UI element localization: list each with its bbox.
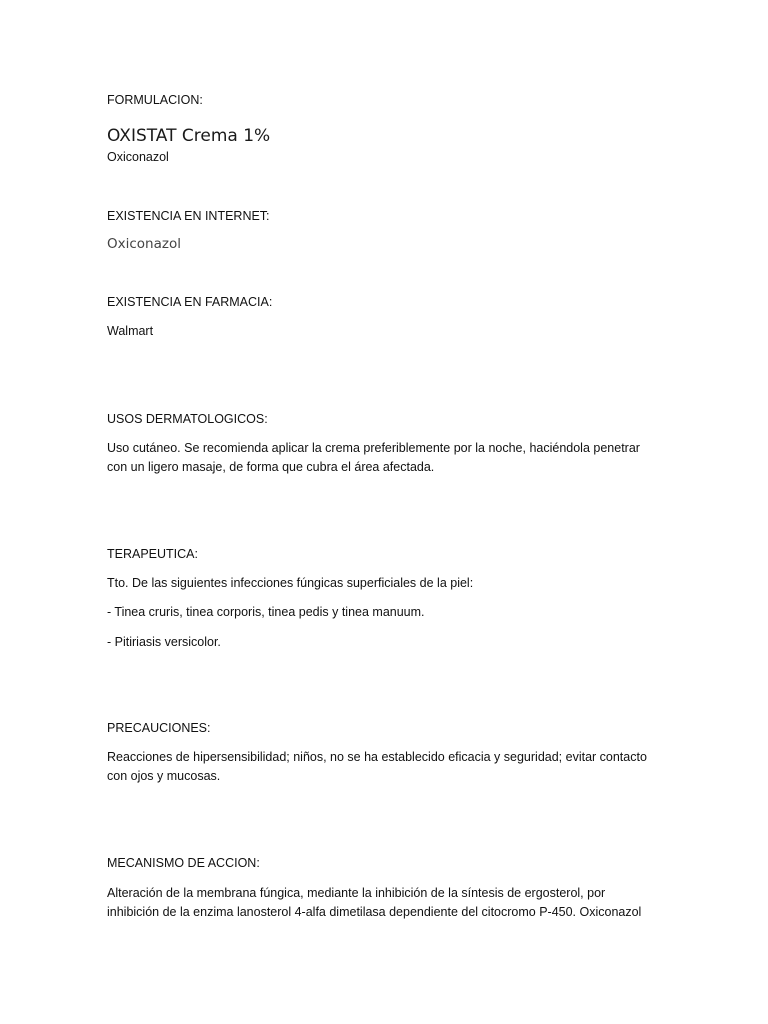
mecanismo-line-2: inhibición de la enzima lanosterol 4-alfa dimetilasa dependiente del citocromo P-450. Oxiconazol (107, 905, 642, 919)
internet-heading: EXISTENCIA EN INTERNET: (107, 209, 270, 223)
mecanismo-line-1: Alteración de la membrana fúngica, mediante la inhibición de la síntesis de ergosterol, por (107, 886, 606, 900)
usos-line-1: Uso cutáneo. Se recomienda aplicar la crema preferiblemente por la noche, haciéndola penetrar (107, 441, 640, 455)
product-name: OXISTAT Crema 1% (107, 126, 271, 146)
terapeutica-item-1: - Tinea cruris, tinea corporis, tinea pedis y tinea manuum. (107, 605, 425, 619)
active-ingredient: Oxiconazol (107, 150, 169, 164)
formulacion-heading: FORMULACION: (107, 93, 203, 107)
internet-value: Oxiconazol (107, 236, 181, 252)
usos-line-2: con un ligero masaje, de forma que cubra el área afectada. (107, 460, 435, 474)
precauciones-line-1: Reacciones de hipersensibilidad; niños, no se ha establecido eficacia y seguridad; evitar contacto (107, 750, 647, 764)
precauciones-line-2: con ojos y mucosas. (107, 769, 221, 783)
terapeutica-heading: TERAPEUTICA: (107, 547, 198, 561)
terapeutica-item-2: - Pitiriasis versicolor. (107, 635, 221, 649)
farmacia-value: Walmart (107, 324, 154, 338)
farmacia-heading: EXISTENCIA EN FARMACIA: (107, 295, 273, 309)
mecanismo-heading: MECANISMO DE ACCION: (107, 856, 260, 870)
usos-heading: USOS DERMATOLOGICOS: (107, 412, 268, 426)
precauciones-heading: PRECAUCIONES: (107, 721, 211, 735)
terapeutica-intro: Tto. De las siguientes infecciones fúngicas superficiales de la piel: (107, 576, 474, 590)
